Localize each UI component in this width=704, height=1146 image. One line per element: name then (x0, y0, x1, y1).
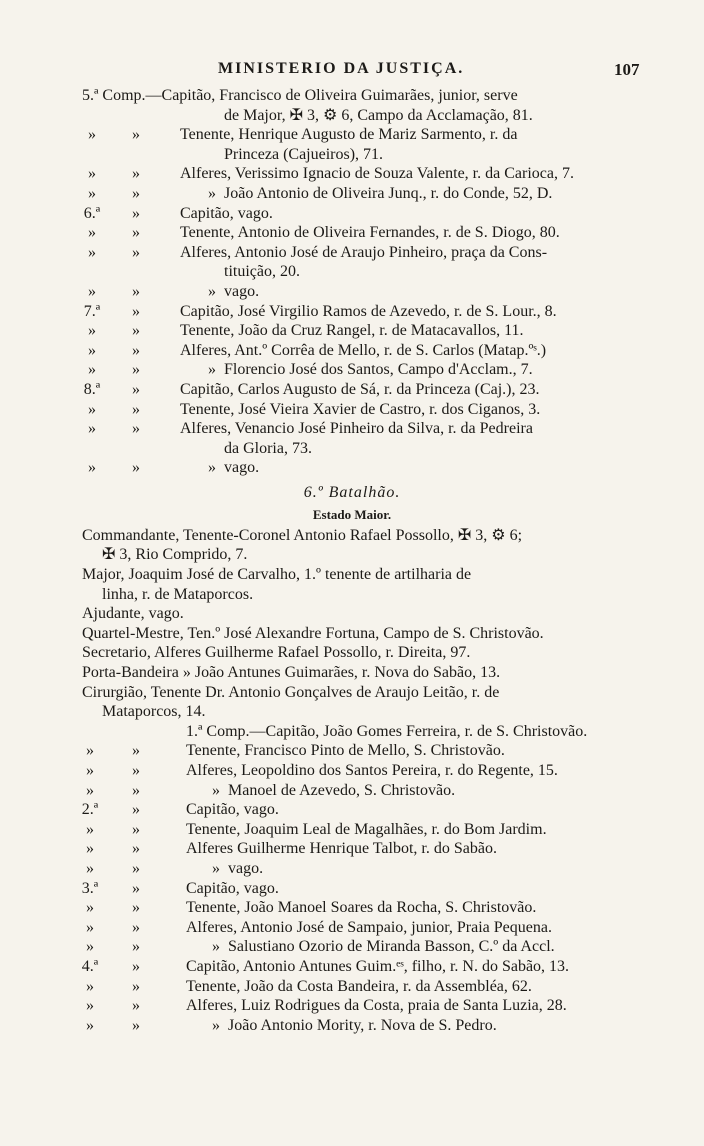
officer-entry: Alferes, Leopoldino dos Santos Pereira, r. do Regente, 15. (186, 762, 558, 779)
roster-line (0, 859, 704, 879)
officer-entry: Tenente, Joaquim Leal de Magalhães, r. do Bom Jardim. (186, 820, 547, 838)
company-column: » (132, 302, 140, 320)
company-column: » (132, 361, 140, 379)
staff-entry: Cirurgião, Tenente Dr. Antonio Gonçalves de Araujo Leitão, r. de (82, 683, 500, 701)
staff-line (0, 526, 704, 546)
company-column: » (132, 742, 140, 760)
officer-entry: Capitão, José Virgilio Ramos de Azevedo, r. de S. Lour., 8. (180, 302, 557, 320)
company-column: » (88, 184, 96, 202)
roster-line (0, 996, 704, 1016)
staff-line (0, 643, 704, 663)
page-content (0, 86, 704, 1035)
company-column: » (132, 459, 140, 477)
officer-entry: Capitão, Carlos Augusto de Sá, r. da Princeza (Caj.), 23. (180, 380, 540, 398)
company-column: » (88, 282, 96, 300)
continuation-text: Princeza (Cajueiros), 71. (224, 145, 384, 163)
section-6th-battalion-companies (0, 722, 704, 1036)
ditto-mark: » (212, 1016, 220, 1034)
staff-line (0, 545, 704, 565)
roster-line (0, 800, 704, 820)
roster-line (0, 820, 704, 840)
officer-entry: vago. (224, 459, 260, 477)
company-lead-text: 5.ª Comp.—Capitão, Francisco de Oliveira Guimarães, junior, serve (82, 87, 518, 104)
roster-line (0, 302, 704, 322)
officer-entry: João Antonio Mority, r. Nova de S. Pedro. (228, 1016, 497, 1034)
officer-entry: Alferes, Antonio José de Sampaio, junior, Praia Pequena. (186, 918, 552, 936)
company-column: » (88, 224, 96, 242)
roster-line (0, 243, 704, 263)
company-column: » (88, 126, 96, 144)
ditto-mark: » (212, 938, 220, 956)
company-column: 2.ª (81, 801, 99, 819)
roster-line (0, 898, 704, 918)
officer-entry: Alferes Guilherme Henrique Talbot, r. do Sabão. (186, 840, 497, 858)
company-column: » (132, 781, 140, 799)
officer-entry: João Antonio de Oliveira Junq., r. do Conde, 52, D. (224, 184, 553, 202)
company-column: » (86, 859, 94, 877)
company-column: » (132, 1016, 140, 1034)
company-column: » (132, 801, 140, 819)
roster-line (0, 761, 704, 781)
company-column: » (132, 322, 140, 340)
company-column: 7.ª (83, 302, 101, 320)
staff-entry: Ajudante, vago. (82, 605, 184, 623)
ditto-mark: » (212, 859, 220, 877)
officer-entry: Tenente, João da Costa Bandeira, r. da Assembléa, 62. (186, 977, 532, 995)
roster-line (0, 145, 704, 165)
company-column: » (132, 859, 140, 877)
company-column: » (132, 380, 140, 398)
company-column: » (86, 820, 94, 838)
staff-entry: linha, r. de Mataporcos. (102, 585, 254, 603)
company-column: » (132, 204, 140, 222)
company-column: » (86, 781, 94, 799)
company-column: » (88, 459, 96, 477)
company-column: » (88, 341, 96, 359)
roster-line (0, 977, 704, 997)
officer-entry: Salustiano Ozorio de Miranda Basson, C.º da Accl. (228, 938, 555, 956)
company-column: » (132, 997, 140, 1015)
company-column: 3.ª (81, 879, 99, 897)
section-5th-battalion-companies (0, 86, 704, 478)
ditto-mark: » (208, 282, 216, 300)
roster-line (0, 458, 704, 478)
company-column: » (132, 126, 140, 144)
staff-entry: Quartel-Mestre, Ten.º José Alexandre Fortuna, Campo de S. Christovão. (82, 624, 544, 642)
staff-entry: Secretario, Alferes Guilherme Rafael Possollo, r. Direita, 97. (82, 644, 471, 662)
company-column: » (86, 938, 94, 956)
company-column: » (132, 957, 140, 975)
company-column: » (86, 762, 94, 779)
roster-line (0, 439, 704, 459)
officer-entry: Tenente, Antonio de Oliveira Fernandes, r. de S. Diogo, 80. (180, 224, 560, 242)
company-column: » (86, 840, 94, 858)
company-column: » (132, 879, 140, 897)
officer-entry: Tenente, José Vieira Xavier de Castro, r. dos Ciganos, 3. (180, 400, 541, 418)
company-column: » (132, 224, 140, 242)
roster-line (0, 380, 704, 400)
officer-entry: Capitão, vago. (180, 204, 273, 222)
company-column: » (132, 762, 140, 779)
staff-entry: ✠ 3, Rio Comprido, 7. (102, 546, 248, 564)
company-column: » (132, 165, 140, 183)
company-column: » (86, 899, 94, 917)
roster-line (0, 282, 704, 302)
page-number: 107 (614, 60, 640, 79)
company-column: » (132, 184, 140, 202)
batalhao-heading: 6.º Batalhão. (303, 483, 401, 501)
company-column: » (132, 400, 140, 418)
ditto-mark: » (208, 361, 216, 379)
continuation-text: tituição, 20. (224, 263, 300, 281)
company-column: » (86, 997, 94, 1015)
officer-entry: Capitão, vago. (186, 801, 279, 819)
roster-line (0, 86, 704, 106)
staff-line (0, 663, 704, 683)
company-column: 8.ª (83, 380, 101, 398)
staff-entry: Commandante, Tenente-Coronel Antonio Rafael Possollo, ✠ 3, ⚙ 6; (82, 526, 523, 544)
company-column: » (132, 899, 140, 917)
roster-line (0, 722, 704, 742)
page-header (0, 60, 704, 82)
roster-line (0, 918, 704, 938)
company-column: » (132, 820, 140, 838)
roster-line (0, 419, 704, 439)
company-column: » (88, 243, 96, 261)
roster-line (0, 223, 704, 243)
company-column: » (88, 361, 96, 379)
company-column: » (132, 977, 140, 995)
staff-entry: Porta-Bandeira » João Antunes Guimarães, r. Nova do Sabão, 13. (82, 664, 501, 682)
company-column: » (86, 1016, 94, 1034)
officer-entry: Alferes, Luiz Rodrigues da Costa, praia de Santa Luzia, 28. (186, 997, 567, 1015)
staff-entry: Major, Joaquim José de Carvalho, 1.º tenente de artilharia de (82, 566, 472, 584)
company-lead-text: 1.ª Comp.—Capitão, João Gomes Ferreira, r. de S. Christovão. (186, 722, 588, 740)
roster-line (0, 125, 704, 145)
officer-entry: Tenente, João Manoel Soares da Rocha, S. Christovão. (186, 899, 537, 917)
officer-entry: Florencio José dos Santos, Campo d'Acclam., 7. (224, 361, 533, 379)
roster-line (0, 106, 704, 126)
ditto-mark: » (208, 184, 216, 202)
company-column: » (86, 977, 94, 995)
roster-line (0, 400, 704, 420)
running-title: MINISTERIO DA JUSTIÇA. (218, 60, 465, 77)
roster-line (0, 164, 704, 184)
staff-line (0, 702, 704, 722)
company-column: » (86, 742, 94, 760)
officer-entry: Tenente, João da Cruz Rangel, r. de Matacavallos, 11. (180, 322, 524, 340)
roster-line (0, 1016, 704, 1036)
roster-line (0, 839, 704, 859)
company-column: » (86, 918, 94, 936)
staff-entry: Mataporcos, 14. (102, 703, 206, 721)
roster-line (0, 937, 704, 957)
continuation-text: de Major, ✠ 3, ⚙ 6, Campo da Acclamação, 81. (224, 106, 533, 124)
company-column: 4.ª (81, 957, 99, 975)
officer-entry: vago. (224, 282, 260, 300)
roster-line (0, 781, 704, 801)
company-column: 6.ª (83, 204, 101, 222)
roster-line (0, 741, 704, 761)
staff-line (0, 683, 704, 703)
officer-entry: Capitão, Antonio Antunes Guim.ᵉˢ, filho, r. N. do Sabão, 13. (186, 957, 570, 975)
roster-line (0, 879, 704, 899)
roster-line (0, 321, 704, 341)
continuation-text: da Gloria, 73. (224, 439, 312, 457)
roster-line (0, 360, 704, 380)
estado-maior-heading: Estado Maior. (312, 506, 392, 522)
roster-line (0, 341, 704, 361)
officer-entry: Alferes, Venancio José Pinheiro da Silva, r. da Pedreira (180, 420, 533, 438)
officer-entry: Alferes, Verissimo Ignacio de Souza Valente, r. da Carioca, 7. (180, 165, 574, 183)
company-column: » (132, 840, 140, 858)
section-staff (0, 526, 704, 722)
officer-entry: Alferes, Antonio José de Araujo Pinheiro, praça da Cons- (180, 243, 548, 261)
roster-line (0, 184, 704, 204)
roster-line (0, 957, 704, 977)
company-column: » (132, 938, 140, 956)
officer-entry: Capitão, vago. (186, 879, 279, 897)
roster-line (0, 262, 704, 282)
ditto-mark: » (208, 459, 216, 477)
company-column: » (132, 243, 140, 261)
officer-entry: Tenente, Henrique Augusto de Mariz Sarmento, r. da (180, 126, 518, 144)
company-column: » (88, 400, 96, 418)
company-column: » (88, 165, 96, 183)
company-column: » (132, 341, 140, 359)
company-column: » (88, 322, 96, 340)
roster-line (0, 204, 704, 224)
staff-line (0, 585, 704, 605)
company-column: » (132, 420, 140, 438)
staff-line (0, 604, 704, 624)
ditto-mark: » (212, 781, 220, 799)
company-column: » (88, 420, 96, 438)
officer-entry: vago. (228, 859, 264, 877)
staff-line (0, 624, 704, 644)
officer-entry: Manoel de Azevedo, S. Christovão. (228, 781, 456, 799)
company-column: » (132, 918, 140, 936)
staff-line (0, 565, 704, 585)
officer-entry: Alferes, Ant.º Corrêa de Mello, r. de S. Carlos (Matap.ºˢ.) (180, 341, 547, 359)
officer-entry: Tenente, Francisco Pinto de Mello, S. Christovão. (186, 742, 505, 760)
company-column: » (132, 282, 140, 300)
